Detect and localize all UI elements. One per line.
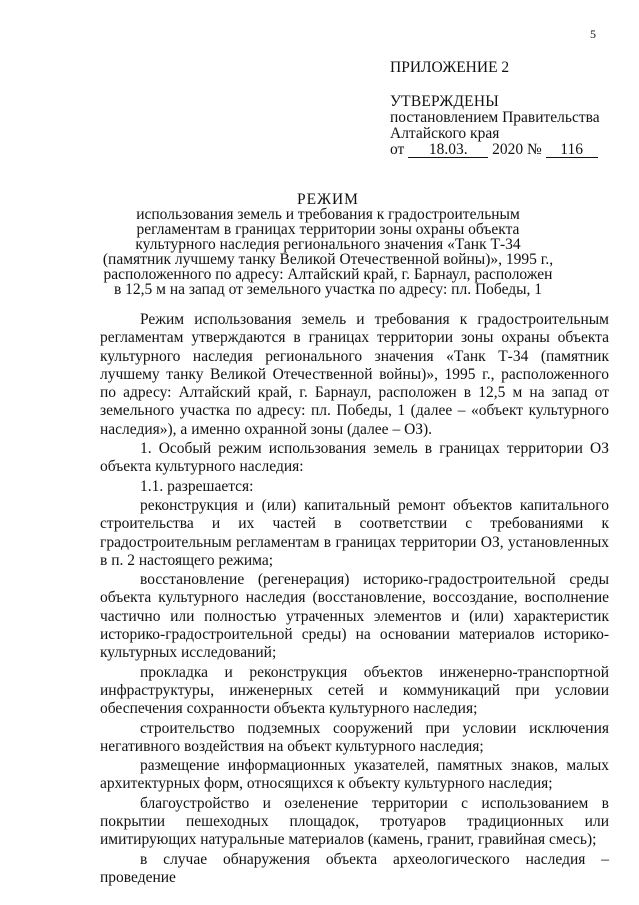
date-day: 18.03. xyxy=(408,142,488,158)
document-body xyxy=(100,311,609,888)
paragraph: строительство подземных сооружений при условии исключения негативного воздействия на объект культурного наследия; xyxy=(100,719,609,755)
annex-label: ПРИЛОЖЕНИЕ 2 xyxy=(390,59,510,76)
date-prefix: от xyxy=(390,141,405,158)
paragraph: в случае обнаружения объекта археологического наследия – проведение xyxy=(100,850,609,886)
approval-date-line xyxy=(390,142,630,158)
approved-label: УТВЕРЖДЕНЫ xyxy=(390,93,499,110)
document-number: 116 xyxy=(546,142,598,158)
paragraph: 1.1. разрешается: xyxy=(140,477,254,495)
paragraph: 1. Особый режим использования земель в границах территории ОЗ объекта культурного наследия: xyxy=(100,440,609,476)
paragraph: прокладка и реконструкция объектов инженерно-транспортной инфраструктуры, инженерных сетей и коммуникаций при условии обеспечения сохранности объекта культурного наследия; xyxy=(100,663,609,718)
approval-line-2: Алтайского края xyxy=(390,125,500,142)
paragraph: восстановление (регенерация) историко-градостроительной среды объекта культурного наследия (восстановление, воссоздание, восполнение частично или полностью утраченных элементов и (или) характеристик историко-градостроительной среды) на основании материалов историко-культурных исследований; xyxy=(100,571,609,662)
paragraph: размещение информационных указателей, памятных знаков, малых архитектурных форм, относящихся к объекту культурного наследия; xyxy=(100,757,609,793)
paragraph: реконструкция и (или) капитальный ремонт объектов капитального строительства и их частей в соответствии с требованиями к градостроительным регламентам в границах территории ОЗ, установленных в п. 2 настоящего режима; xyxy=(100,496,609,569)
approval-block xyxy=(390,60,630,158)
approval-line-1: постановлением Правительства xyxy=(390,109,600,126)
paragraph: благоустройство и озеленение территории с использованием в покрытии пешеходных площадок, тротуаров традиционных или имитирующих натуральные материалов (камень, гранит, гравийная смесь); xyxy=(100,794,609,849)
document-title xyxy=(100,192,556,297)
title-subtitle: использования земель и требования к градостроительным регламентам в границах территории зоны охраны объекта культурного наследия регионального значения «Танк Т-34 (памятник лучшему танку Великой Отечественной войны)», 1995 г., расположенного по адресу: Алтайский край, г. Барнаул, расположен в 12,5 м на запад от земельного участка по адресу: пл. Победы, 1 xyxy=(102,206,554,298)
paragraph: Режим использования земель и требования к градостроительным регламентам утверждаются в границах территории зоны охраны объекта культурного наследия регионального значения «Танк Т-34 (памятник лучшему танку Великой Отечественной войны)», 1995 г., расположенного по адресу: Алтайский край, г. Барнаул, расположен в 12,5 м на запад от земельного участка по адресу: пл. Победы, 1 (далее – «объект культурного наследия»), а именно охранной зоны (далее – ОЗ). xyxy=(100,311,609,438)
page-number: 5 xyxy=(590,27,596,41)
title-heading: РЕЖИМ xyxy=(297,191,359,208)
date-year: 2020 № xyxy=(492,141,542,158)
